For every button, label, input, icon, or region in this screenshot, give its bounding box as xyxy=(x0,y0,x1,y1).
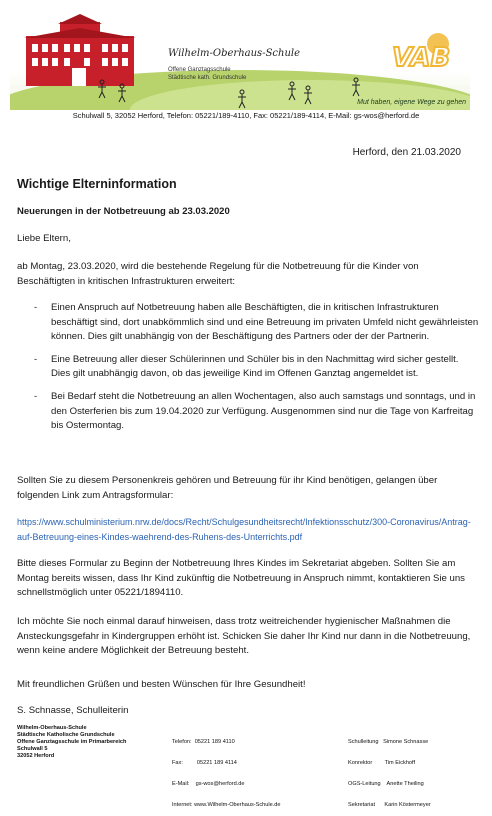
application-form-link[interactable]: https://www.schulministerium.nrw.de/docs/Recht/Schulgesundheitsrecht/Infektionsschutz/300-Coronavirus/Antrag-auf-Betreuung-eines-Kindes-waehrend-des-Ruhens-des-Unterrichts.pdf xyxy=(17,517,471,542)
closing-line: Mit freundlichen Grüßen und besten Wünschen für Ihre Gesundheit! xyxy=(17,679,306,690)
footer-line: Sekretariat Karin Köstermeyer xyxy=(348,802,431,808)
bullet-dash: - xyxy=(34,390,38,402)
footer-line: Fax: 05221 189 4114 xyxy=(172,760,237,766)
vab-logo xyxy=(388,30,460,74)
footer-line: E-Mail: gs-wos@herford.de xyxy=(172,781,245,787)
address-line: Schulwall 5, 32052 Herford, Telefon: 05221/189-4110, Fax: 05221/189-4114, E-Mail: gs-wos@herford.de xyxy=(72,111,420,120)
hygiene-paragraph: Ich möchte Sie noch einmal darauf hinweisen, dass trotz weitreichender hygienischer Maßnahmen die Ansteckungsgefahr in Kindergruppen erhöht ist. Schicken Sie daher Ihr Kind nur dann in die Notbetreuung, wenn keine andere Möglichkeit der Betreuung besteht. xyxy=(17,616,471,657)
footer-line: Internet: www.Wilhelm-Oberhaus-Schule.de xyxy=(172,802,281,808)
letter-date: Herford, den 21.03.2020 xyxy=(352,147,461,158)
footer-line: Telefon: 05221 189 4110 xyxy=(172,739,235,745)
vab-logo-text: VAB xyxy=(392,43,451,73)
school-subtitle-line: Offene Ganztagsschule xyxy=(168,67,231,73)
footer-line: Städtische Katholische Grundschule xyxy=(17,732,115,738)
bullet-dash: - xyxy=(34,302,38,313)
intro-paragraph: ab Montag, 23.03.2020, wird die bestehende Regelung für die Notbetreuung für die Kinder von Beschäftigten in kritischen Infrastrukturen erweitert: xyxy=(17,261,419,287)
footer-line: Schulleitung Simone Schnasse xyxy=(348,739,429,745)
bullet-list xyxy=(17,301,479,442)
footer-line: Wilhelm-Oberhaus-Schule xyxy=(17,725,87,731)
school-name: Wilhelm-Oberhaus-Schule xyxy=(168,48,301,59)
footer-school-info xyxy=(17,725,126,760)
bullet-text: Bei Bedarf steht die Notbetreuung an allen Wochentagen, also auch samstags und sonntags, und in den Osterferien bis zum 19.04.2020 zur Verfügung. Ausgenommen sind nur die Tage von Karfreitag bis Ostermontag. xyxy=(51,390,476,432)
list-item xyxy=(17,301,479,345)
header-banner xyxy=(10,8,470,110)
footer-line: Offene Ganztagsschule im Primarbereich xyxy=(17,739,127,745)
footer-line: Schulwall 5 xyxy=(17,746,48,752)
signature: S. Schnasse, Schulleiterin xyxy=(17,705,129,716)
list-item xyxy=(17,353,479,382)
school-subtitle xyxy=(168,66,246,82)
footer-line: 32052 Herford xyxy=(17,753,55,759)
list-item xyxy=(17,390,479,434)
letter-subtitle: Neuerungen in der Notbetreuung ab 23.03.2020 xyxy=(17,206,230,217)
bullet-dash: - xyxy=(34,353,38,365)
footer-line: Konrektor Tim Eickhoff xyxy=(348,760,416,766)
link-intro-paragraph: Sollten Sie zu diesem Personenkreis gehören und Betreuung für ihr Kind benötigen, gelangen über folgenden Link zum Antragsformular: xyxy=(17,475,438,501)
greeting: Liebe Eltern, xyxy=(17,233,71,244)
bullet-text: Eine Betreuung aller dieser Schülerinnen und Schüler bis in den Nachmittag wird sicher gestellt. Dies gilt unabhängig davon, ob das jeweilige Kind im Offenen Ganztag angemeldet ist. xyxy=(51,353,459,380)
footer-line: OGS-Leitung Anette Theiling xyxy=(348,781,424,787)
footer-staff-info xyxy=(348,725,431,816)
form-paragraph: Bitte dieses Formular zu Beginn der Notbetreuung Ihres Kindes im Sekretariat abgeben. Sollten Sie am Montag bereits wissen, dass Ihr Kind zukünftig die Notbetreuung in Anspruch nimmt, kontaktieren Sie uns schnellstmöglich unter 05221/1894110. xyxy=(17,558,465,599)
letter-title: Wichtige Elterninformation xyxy=(17,177,177,191)
school-motto: Mut haben, eigene Wege zu gehen xyxy=(357,99,466,106)
footer-contact-info xyxy=(172,725,281,816)
bullet-text: Einen Anspruch auf Notbetreuung haben alle Beschäftigten, die in kritischen Infrastrukturen beschäftigt sind, dort unabkömmlich sind und eine Betreuung im privaten Umfeld nicht gewährleisten können. Dies gilt unabhängig von der Beschäftigung des Partners oder der der Partnerin. xyxy=(51,302,479,343)
school-subtitle-line: Städtische kath. Grundschule xyxy=(168,75,247,81)
